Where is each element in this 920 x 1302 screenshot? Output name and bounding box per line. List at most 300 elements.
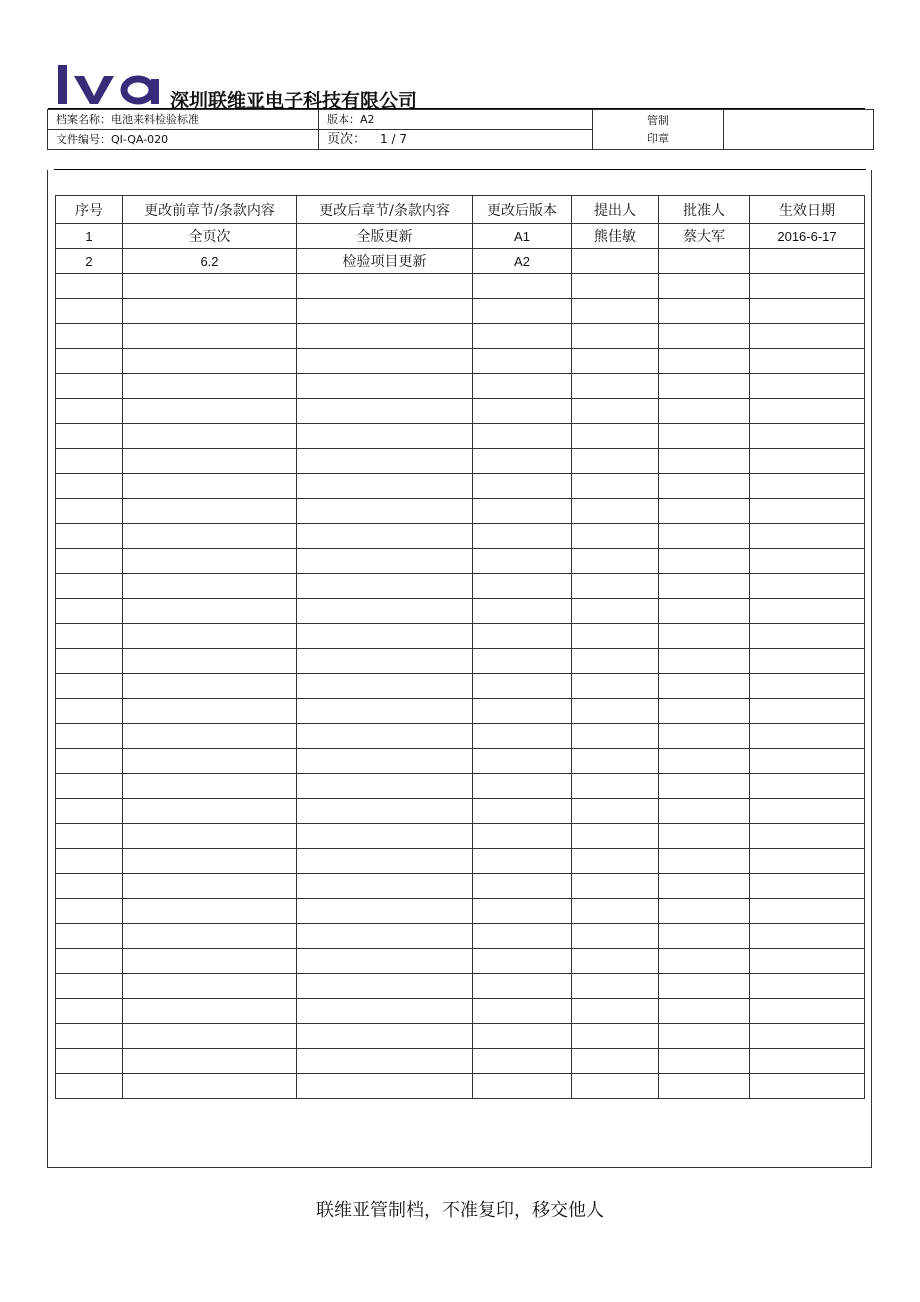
table-cell <box>56 724 123 749</box>
table-cell <box>297 924 473 949</box>
table-cell <box>56 999 123 1024</box>
table-cell <box>123 674 297 699</box>
table-cell <box>659 249 750 274</box>
table-cell <box>659 449 750 474</box>
table-cell <box>659 774 750 799</box>
table-cell <box>297 899 473 924</box>
table-cell <box>56 1049 123 1074</box>
table-cell <box>297 699 473 724</box>
table-cell <box>297 974 473 999</box>
table-cell <box>572 574 659 599</box>
table-cell <box>750 549 865 574</box>
table-cell <box>572 999 659 1024</box>
table-cell <box>123 524 297 549</box>
empty-table-row <box>56 374 865 399</box>
table-cell <box>750 724 865 749</box>
table-cell <box>123 649 297 674</box>
table-cell <box>123 299 297 324</box>
empty-table-row <box>56 599 865 624</box>
page-value: 1 / 7 <box>380 132 407 146</box>
table-cell <box>473 399 572 424</box>
table-cell <box>56 774 123 799</box>
table-cell <box>123 424 297 449</box>
table-cell <box>473 924 572 949</box>
confidentiality-notice: 联维亚管制档，不准复印，移交他人 <box>316 1200 604 1221</box>
empty-table-row <box>56 349 865 374</box>
table-cell: 1 <box>56 224 123 249</box>
table-cell <box>750 849 865 874</box>
table-cell <box>56 274 123 299</box>
table-cell <box>473 899 572 924</box>
table-cell <box>572 324 659 349</box>
empty-table-row <box>56 424 865 449</box>
table-cell <box>297 299 473 324</box>
table-cell <box>297 874 473 899</box>
table-cell <box>297 774 473 799</box>
empty-table-row <box>56 299 865 324</box>
lva-logo-icon <box>56 62 172 108</box>
table-cell <box>750 924 865 949</box>
empty-table-row <box>56 874 865 899</box>
empty-table-row <box>56 524 865 549</box>
table-cell <box>572 674 659 699</box>
empty-table-row <box>56 774 865 799</box>
table-cell <box>297 424 473 449</box>
column-header: 生效日期 <box>750 196 865 224</box>
table-cell <box>123 324 297 349</box>
table-cell <box>659 674 750 699</box>
table-cell <box>659 299 750 324</box>
table-cell <box>297 474 473 499</box>
table-cell <box>572 399 659 424</box>
table-cell <box>473 1024 572 1049</box>
table-cell <box>473 474 572 499</box>
table-cell <box>572 524 659 549</box>
table-cell <box>297 649 473 674</box>
table-cell <box>56 799 123 824</box>
table-cell <box>297 624 473 649</box>
table-cell <box>473 699 572 724</box>
table-cell <box>473 624 572 649</box>
table-cell <box>56 399 123 424</box>
table-cell <box>572 274 659 299</box>
table-cell <box>572 1049 659 1074</box>
table-cell <box>659 574 750 599</box>
empty-table-row <box>56 949 865 974</box>
table-cell <box>659 1074 750 1099</box>
table-cell <box>572 749 659 774</box>
table-cell <box>750 424 865 449</box>
empty-table-row <box>56 974 865 999</box>
empty-table-row <box>56 799 865 824</box>
table-cell <box>659 699 750 724</box>
table-cell <box>750 649 865 674</box>
table-cell <box>473 574 572 599</box>
empty-table-row <box>56 574 865 599</box>
table-cell <box>123 849 297 874</box>
stamp-label-line1: 管制 <box>647 113 669 127</box>
table-cell <box>56 324 123 349</box>
empty-table-row <box>56 999 865 1024</box>
table-cell <box>750 524 865 549</box>
table-cell <box>572 499 659 524</box>
table-cell <box>572 249 659 274</box>
table-cell <box>572 924 659 949</box>
table-cell <box>750 599 865 624</box>
table-cell: 全页次 <box>123 224 297 249</box>
empty-table-row <box>56 924 865 949</box>
table-cell <box>123 1049 297 1074</box>
table-cell <box>123 349 297 374</box>
table-cell <box>56 949 123 974</box>
table-cell <box>297 1024 473 1049</box>
table-cell <box>297 549 473 574</box>
table-cell <box>750 299 865 324</box>
table-cell <box>659 424 750 449</box>
table-cell <box>56 349 123 374</box>
table-cell <box>659 499 750 524</box>
table-cell <box>56 374 123 399</box>
empty-table-row <box>56 549 865 574</box>
table-cell <box>297 824 473 849</box>
table-row <box>56 224 865 249</box>
table-cell <box>572 899 659 924</box>
table-cell <box>56 899 123 924</box>
column-header: 更改后章节/条款内容 <box>297 196 473 224</box>
table-cell <box>297 574 473 599</box>
table-cell <box>572 549 659 574</box>
table-cell <box>659 724 750 749</box>
table-cell <box>297 274 473 299</box>
table-cell <box>123 999 297 1024</box>
table-cell <box>473 1049 572 1074</box>
table-cell <box>659 749 750 774</box>
table-cell <box>572 349 659 374</box>
table-cell <box>123 449 297 474</box>
table-cell <box>56 524 123 549</box>
table-cell <box>750 474 865 499</box>
table-cell <box>123 874 297 899</box>
table-cell <box>750 374 865 399</box>
table-cell <box>659 274 750 299</box>
empty-table-row <box>56 399 865 424</box>
table-cell <box>750 899 865 924</box>
table-cell <box>473 599 572 624</box>
table-cell <box>56 574 123 599</box>
table-cell <box>123 1024 297 1049</box>
column-header: 更改前章节/条款内容 <box>123 196 297 224</box>
table-header-row <box>56 196 865 224</box>
table-row <box>56 249 865 274</box>
table-cell <box>473 749 572 774</box>
table-cell <box>750 399 865 424</box>
table-cell: 2016-6-17 <box>750 224 865 249</box>
table-cell <box>297 349 473 374</box>
table-cell <box>750 624 865 649</box>
table-cell <box>297 449 473 474</box>
empty-table-row <box>56 699 865 724</box>
table-cell <box>572 649 659 674</box>
table-cell <box>572 624 659 649</box>
empty-table-row <box>56 849 865 874</box>
empty-table-row <box>56 624 865 649</box>
table-cell <box>572 699 659 724</box>
table-cell <box>659 599 750 624</box>
table-cell <box>473 849 572 874</box>
table-cell <box>123 949 297 974</box>
table-cell <box>297 499 473 524</box>
table-cell <box>659 1049 750 1074</box>
empty-table-row <box>56 449 865 474</box>
table-cell <box>659 374 750 399</box>
document-header-table <box>47 109 874 150</box>
table-cell <box>659 624 750 649</box>
table-cell <box>572 424 659 449</box>
empty-table-row <box>56 749 865 774</box>
table-cell <box>659 899 750 924</box>
table-cell <box>572 874 659 899</box>
table-cell <box>750 974 865 999</box>
company-name: 深圳联维亚电子科技有限公司 <box>170 90 418 112</box>
table-cell <box>297 599 473 624</box>
page-cell <box>319 130 593 150</box>
table-cell <box>297 674 473 699</box>
table-cell <box>473 424 572 449</box>
table-cell <box>473 649 572 674</box>
table-cell <box>56 624 123 649</box>
table-cell <box>56 1024 123 1049</box>
empty-table-row <box>56 274 865 299</box>
table-cell <box>473 449 572 474</box>
table-cell <box>572 1024 659 1049</box>
table-cell <box>123 799 297 824</box>
table-cell <box>56 824 123 849</box>
empty-table-row <box>56 1074 865 1099</box>
table-cell <box>123 474 297 499</box>
table-cell <box>123 399 297 424</box>
column-header: 批准人 <box>659 196 750 224</box>
table-cell: 蔡大军 <box>659 224 750 249</box>
table-cell <box>473 349 572 374</box>
table-cell <box>572 724 659 749</box>
table-cell <box>56 849 123 874</box>
table-cell <box>473 974 572 999</box>
table-cell <box>473 274 572 299</box>
table-cell <box>123 974 297 999</box>
table-cell <box>572 449 659 474</box>
table-cell <box>56 749 123 774</box>
table-cell <box>297 949 473 974</box>
table-cell <box>56 674 123 699</box>
table-cell <box>56 974 123 999</box>
table-cell <box>297 849 473 874</box>
table-cell <box>750 999 865 1024</box>
table-cell <box>659 474 750 499</box>
table-cell <box>123 699 297 724</box>
table-cell <box>572 849 659 874</box>
empty-table-row <box>56 474 865 499</box>
table-cell: 2 <box>56 249 123 274</box>
table-cell <box>123 599 297 624</box>
table-cell <box>56 1074 123 1099</box>
table-cell <box>572 299 659 324</box>
table-cell <box>659 399 750 424</box>
table-cell <box>750 674 865 699</box>
empty-table-row <box>56 674 865 699</box>
table-cell <box>750 874 865 899</box>
table-cell <box>123 774 297 799</box>
table-cell <box>572 774 659 799</box>
empty-table-row <box>56 1049 865 1074</box>
table-cell <box>123 274 297 299</box>
table-cell <box>123 574 297 599</box>
table-cell <box>473 674 572 699</box>
table-cell <box>473 874 572 899</box>
revision-history-table <box>55 195 865 1099</box>
control-stamp-box <box>724 110 874 150</box>
table-cell <box>473 824 572 849</box>
empty-table-row <box>56 724 865 749</box>
table-cell <box>297 324 473 349</box>
table-cell <box>572 374 659 399</box>
table-cell <box>56 449 123 474</box>
version-cell: 版本：A2 <box>319 110 593 130</box>
empty-table-row <box>56 1024 865 1049</box>
table-cell <box>297 374 473 399</box>
table-cell <box>473 1074 572 1099</box>
table-cell: A2 <box>473 249 572 274</box>
column-header: 序号 <box>56 196 123 224</box>
table-cell <box>56 549 123 574</box>
table-cell <box>659 924 750 949</box>
table-cell <box>659 549 750 574</box>
table-cell <box>750 449 865 474</box>
table-cell <box>659 649 750 674</box>
table-cell <box>56 874 123 899</box>
table-cell <box>473 724 572 749</box>
table-cell <box>750 824 865 849</box>
table-cell <box>56 299 123 324</box>
table-cell <box>659 824 750 849</box>
table-cell <box>123 624 297 649</box>
table-cell <box>123 824 297 849</box>
table-cell <box>659 874 750 899</box>
table-cell <box>750 349 865 374</box>
table-cell: 检验项目更新 <box>297 249 473 274</box>
table-cell <box>473 324 572 349</box>
table-cell: 熊佳敏 <box>572 224 659 249</box>
table-cell <box>659 1024 750 1049</box>
table-cell <box>123 499 297 524</box>
table-cell <box>473 774 572 799</box>
table-cell <box>750 1024 865 1049</box>
table-cell <box>473 499 572 524</box>
table-cell <box>297 724 473 749</box>
table-cell <box>123 749 297 774</box>
table-cell <box>297 1074 473 1099</box>
empty-table-row <box>56 899 865 924</box>
table-cell <box>659 849 750 874</box>
table-cell <box>659 949 750 974</box>
table-cell <box>659 349 750 374</box>
table-cell <box>56 924 123 949</box>
table-cell <box>659 324 750 349</box>
control-stamp-label <box>593 110 724 150</box>
empty-table-row <box>56 499 865 524</box>
table-cell <box>56 599 123 624</box>
empty-table-row <box>56 824 865 849</box>
table-cell <box>123 1074 297 1099</box>
column-header: 提出人 <box>572 196 659 224</box>
table-cell <box>56 424 123 449</box>
table-cell <box>473 524 572 549</box>
table-cell <box>123 549 297 574</box>
table-cell <box>659 524 750 549</box>
table-cell <box>297 799 473 824</box>
file-name-cell: 档案名称：电池来料检验标准 <box>48 110 319 130</box>
table-cell <box>750 324 865 349</box>
table-cell <box>572 1074 659 1099</box>
table-cell <box>659 974 750 999</box>
table-cell: 6.2 <box>123 249 297 274</box>
table-cell: A1 <box>473 224 572 249</box>
table-cell <box>572 824 659 849</box>
table-cell <box>473 299 572 324</box>
table-cell <box>297 1049 473 1074</box>
table-cell <box>297 999 473 1024</box>
table-cell <box>473 799 572 824</box>
column-header: 更改后版本 <box>473 196 572 224</box>
table-cell <box>297 399 473 424</box>
table-cell: 全版更新 <box>297 224 473 249</box>
table-cell <box>123 724 297 749</box>
table-cell <box>297 524 473 549</box>
table-cell <box>473 549 572 574</box>
table-cell <box>572 599 659 624</box>
table-cell <box>750 749 865 774</box>
table-cell <box>56 499 123 524</box>
table-cell <box>750 799 865 824</box>
table-cell <box>56 699 123 724</box>
table-cell <box>56 474 123 499</box>
table-cell <box>750 249 865 274</box>
table-cell <box>572 474 659 499</box>
table-cell <box>659 999 750 1024</box>
stamp-label-line2: 印章 <box>647 131 669 145</box>
table-cell <box>297 749 473 774</box>
table-cell <box>473 999 572 1024</box>
table-cell <box>123 924 297 949</box>
table-cell <box>750 274 865 299</box>
empty-table-row <box>56 649 865 674</box>
table-cell <box>750 1074 865 1099</box>
table-cell <box>56 649 123 674</box>
table-cell <box>659 799 750 824</box>
table-cell <box>572 799 659 824</box>
table-cell <box>572 949 659 974</box>
table-cell <box>750 1049 865 1074</box>
table-cell <box>123 374 297 399</box>
table-cell <box>750 699 865 724</box>
table-cell <box>750 774 865 799</box>
page-label: 页次： <box>327 132 367 147</box>
table-cell <box>572 974 659 999</box>
table-cell <box>473 949 572 974</box>
table-cell <box>750 574 865 599</box>
file-number-cell: 文件编号：QI-QA-020 <box>48 130 319 150</box>
table-cell <box>750 499 865 524</box>
table-cell <box>473 374 572 399</box>
